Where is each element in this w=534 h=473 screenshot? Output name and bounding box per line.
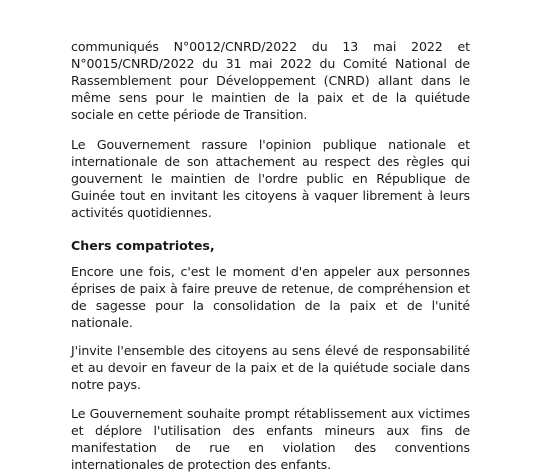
paragraph-gouvernement-rassure: Le Gouvernement rassure l'opinion publique nationale et internationale de son attachement au respect des règles qui gouvernent le maintien de l'ordre public en République de Guinée tout en invitant les citoyens à vaquer librement à leurs activités quotidiennes. — [71, 137, 470, 220]
salutation-heading: Chers compatriotes, — [71, 238, 215, 253]
paragraph-victimes: Le Gouvernement souhaite prompt rétablissement aux victimes et déplore l'utilisation des enfants mineurs aux fins de manifestation de rue en violation des conventions internationales de protection des enfants. — [71, 406, 470, 472]
paragraph-appel-paix: Encore une fois, c'est le moment d'en appeler aux personnes éprises de paix à faire preuve de retenue, de compréhension et de sagesse pour la consolidation de la paix et de l'unité nationale. — [71, 264, 470, 330]
paragraph-communiques: communiqués N°0012/CNRD/2022 du 13 mai 2022 et N°0015/CNRD/2022 du 31 mai 2022 du Comité National de Rassemblement pour Développement (CNRD) allant dans le même sens pour le maintien de la paix et de la quiétude sociale en cette période de Transition. — [71, 39, 470, 122]
paragraph-invitation-citoyens: J'invite l'ensemble des citoyens au sens élevé de responsabilité et au devoir en faveur de la paix et de la quiétude sociale dans notre pays. — [71, 343, 470, 392]
document-body — [71, 38, 470, 473]
